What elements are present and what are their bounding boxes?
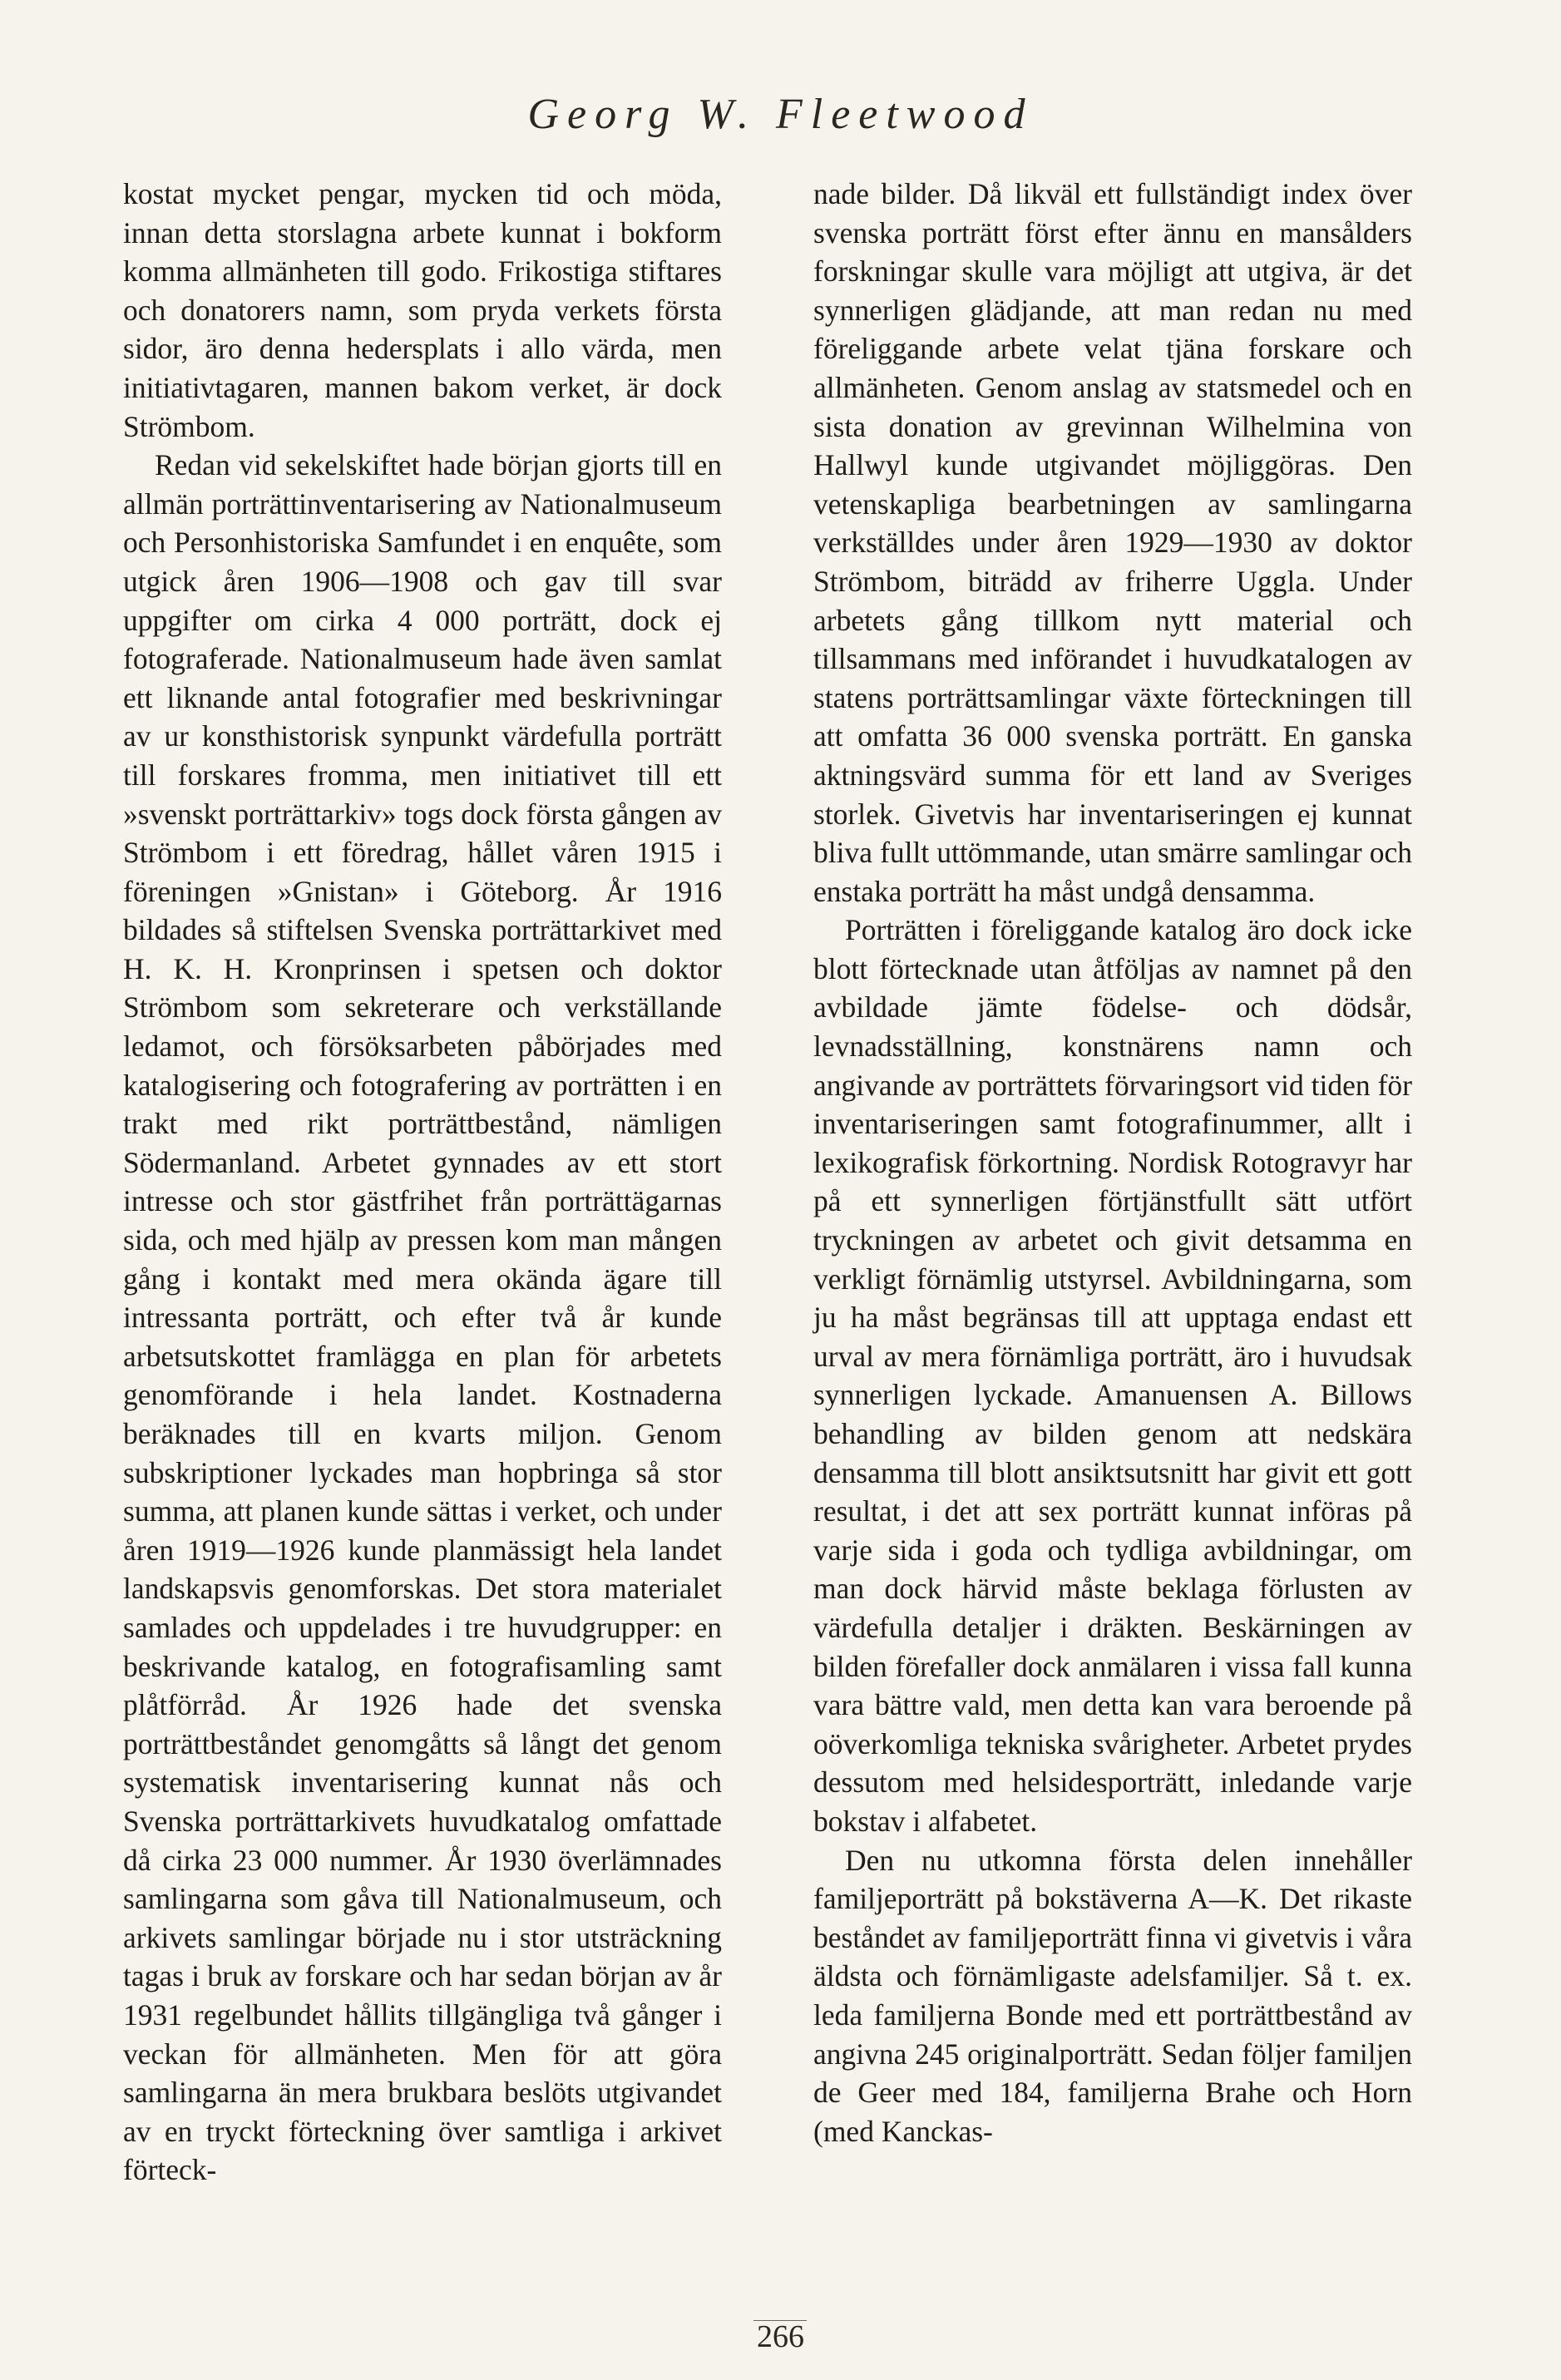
paragraph-right-1: nade bilder. Då likväl ett fullständigt index över svenska porträtt först efter ännu en mansålders forskningar skulle vara möjligt att utgiva, är det synnerligen glädjande, att man redan nu med föreliggande arbete velat tjäna forskare och allmänheten. Genom anslag av statsmedel och en sista donation av grevinnan Wilhelmina von Hallwyl kunde utgivandet möjliggöras. Den vetenskapliga bearbetningen av samlingarna verkställdes under åren 1929—1930 av doktor Strömbom, biträdd av friherre Uggla. Under arbetets gång tillkom nytt material och tillsammans med införandet i huvudkatalogen av statens porträttsamlingar växte förteckningen till att omfatta 36 000 svenska porträtt. En ganska aktningsvärd summa för ett land av Sveriges storlek. Givetvis har inventariseringen ej kunnat bliva fullt uttömmande, utan smärre samlingar och enstaka porträtt ha måst undgå densamma. — [813, 177, 1412, 908]
page-number: 266 — [757, 2319, 804, 2354]
left-column — [123, 175, 722, 2190]
paragraph-left-2: Redan vid sekelskiftet hade början gjorts till en allmän porträttinventarisering av Nationalmuseum och Personhistoriska Samfundet i en enquête, som utgick åren 1906—1908 och gav till svar uppgifter om cirka 4 000 porträtt, dock ej fotograferade. Nationalmuseum hade även samlat ett liknande antal fotografier med beskrivningar av ur konsthistorisk synpunkt värdefulla porträtt till forskares fromma, men initiativet till ett »svenskt porträttarkiv» togs dock första gången av Strömbom i ett föredrag, hållet våren 1915 i föreningen »Gnistan» i Göteborg. År 1916 bildades så stiftelsen Svenska porträttarkivet med H. K. H. Kronprinsen i spetsen och doktor Strömbom som sekreterare och verkställande ledamot, och försöksarbeten påbörjades med katalogisering och fotografering av porträtten i en trakt med rikt porträttbestånd, nämligen Södermanland. Arbetet gynnades av ett stort intresse och stor gästfrihet från porträttägarnas sida, och med hjälp av pressen kom man mången gång i kontakt med mera okända ägare till intressanta porträtt, och efter två år kunde arbetsutskottet framlägga en plan för arbetets genomförande i hela landet. Kostnaderna beräknades till en kvarts miljon. Genom subskriptioner lyckades man hopbringa så stor summa, att planen kunde sättas i verket, och under åren 1919—1926 kunde planmässigt hela landet landskapsvis genomforskas. Det stora materialet samlades och uppdelades i tre huvudgrupper: en beskrivande katalog, en fotografisamling samt plåtförråd. År 1926 hade det svenska porträttbeståndet genomgåtts så långt det genom systematisk inventarisering kunnat nås och Svenska porträttarkivets huvudkatalog omfattade då cirka 23 000 nummer. År 1930 överlämnades samlingarna som gåva till Nationalmuseum, och arkivets samlingar började nu i stor utsträckning tagas i bruk av forskare och har sedan början av år 1931 regelbundet hållits tillgängliga två gånger i veckan för allmänheten. Men för att göra samlingarna än mera brukbara beslöts utgivandet av en tryckt förteckning över samtliga i arkivet förteck- — [123, 448, 722, 2187]
paragraph-right-2: Porträtten i föreliggande katalog äro dock icke blott förtecknade utan åtföljas av namnet på den avbildade jämte födelse- och dödsår, levnadsställning, konstnärens namn och angivande av porträttets förvaringsort vid tiden för inventariseringen samt fotografinummer, allt i lexikografisk förkortning. Nordisk Rotogravyr har på ett synnerligen förtjänstfullt sätt utfört tryckningen av arbetet och givit detsamma en verkligt förnämlig utstyrsel. Avbildningarna, som ju ha måst begränsas till att upptaga endast ett urval av mera förnämliga porträtt, äro i huvudsak synnerligen lyckade. Amanuensen A. Billows behandling av bilden genom att nedskära densamma till blott ansiktsutsnitt har givit ett gott resultat, i det att sex porträtt kunnat införas på varje sida i goda och tydliga avbildningar, om man dock härvid måste beklaga förlusten av värdefulla detaljer i dräkten. Beskärningen av bilden förefaller dock anmälaren i vissa fall kunna vara bättre vald, men detta kan vara beroende på oöverkomliga tekniska svårigheter. Arbetet prydes dessutom med helsidesporträtt, inledande varje bokstav i alfabetet. — [813, 913, 1412, 1838]
running-head: Georg W. Fleetwood — [527, 91, 1034, 138]
paragraph-left-1: kostat mycket pengar, mycken tid och möda, innan detta storslagna arbete kunnat i bokform komma allmänheten till godo. Frikostiga stiftares och donatorers namn, som pryda verkets första sidor, äro denna hedersplats i allo värda, men initiativtagaren, mannen bakom verket, är dock Strömbom. — [123, 177, 722, 443]
right-column — [813, 175, 1412, 2150]
paragraph-right-3: Den nu utkomna första delen innehåller familjeporträtt på bokstäverna A—K. Det rikaste beståndet av familjeporträtt finna vi givetvis i våra äldsta och förnämligaste adelsfamiljer. Så t. ex. leda familjerna Bonde med ett porträttbestånd av angivna 245 originalporträtt. Sedan följer familjen de Geer med 184, familjerna Brahe och Horn (med Kanckas- — [813, 1843, 1412, 2148]
